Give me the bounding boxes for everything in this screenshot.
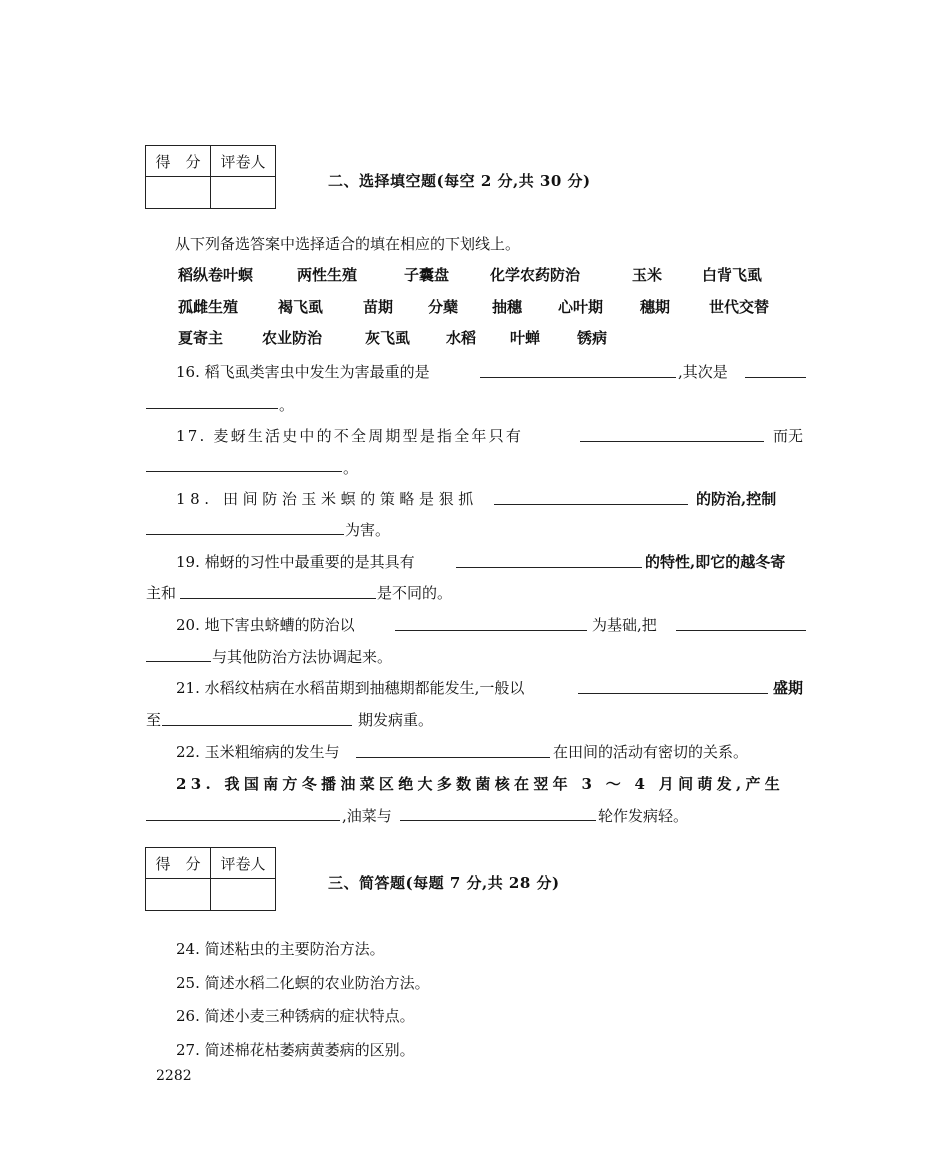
score-header: 得 分 — [146, 848, 211, 879]
page-code: 2282 — [156, 1068, 192, 1084]
q17-blank-1[interactable] — [580, 441, 764, 442]
option: 灰飞虱 — [365, 329, 411, 347]
q16-end: 。 — [279, 396, 295, 414]
section3-title: 三、简答题(每题 7 分,共 28 分) — [328, 874, 560, 892]
option: 夏寄主 — [178, 329, 224, 347]
option: 两性生殖 — [297, 266, 358, 284]
grader-cell — [211, 879, 276, 911]
score-table-section3 — [145, 847, 276, 911]
grader-header: 评卷人 — [211, 848, 276, 879]
q21-end: 期发病重。 — [358, 711, 434, 729]
option: 锈病 — [577, 329, 608, 347]
q19-blank-2[interactable] — [180, 598, 376, 599]
q19-text-c: 主和 — [146, 584, 177, 602]
question-25: 25. 简述水稻二化螟的农业防治方法。 — [176, 974, 430, 992]
q17-blank-2[interactable] — [146, 471, 342, 472]
q18-blank-2[interactable] — [146, 534, 344, 535]
q23-blank-1[interactable] — [146, 820, 340, 821]
option: 稻纵卷叶螟 — [178, 266, 254, 284]
q21-text: 21. 水稻纹枯病在水稻苗期到抽穗期都能发生,一般以 — [176, 679, 525, 697]
q21-blank-1[interactable] — [578, 693, 768, 694]
grader-header: 评卷人 — [211, 146, 276, 177]
q19-end: 是不同的。 — [377, 584, 453, 602]
option: 抽穗 — [492, 298, 523, 316]
q16-blank-2[interactable] — [745, 377, 806, 378]
q19-blank-1[interactable] — [456, 567, 642, 568]
score-header: 得 分 — [146, 146, 211, 177]
q23-text-b: ,油菜与 — [342, 807, 392, 825]
q16-text-b: ,其次是 — [678, 363, 728, 381]
score-table-section2 — [145, 145, 276, 209]
option: 白背飞虱 — [702, 266, 763, 284]
q21-text-c: 至 — [146, 711, 162, 729]
question-27: 27. 简述棉花枯萎病黄萎病的区别。 — [176, 1041, 415, 1059]
option: 叶蝉 — [510, 329, 541, 347]
q18-blank-1[interactable] — [494, 504, 688, 505]
option: 孤雌生殖 — [178, 298, 239, 316]
q21-text-b: 盛期 — [773, 679, 804, 697]
option: 世代交替 — [709, 298, 770, 316]
q16-text: 16. 稻飞虱类害虫中发生为害最重的是 — [176, 363, 430, 381]
option: 农业防治 — [262, 329, 323, 347]
q18-end: 为害。 — [345, 521, 391, 539]
option: 水稻 — [446, 329, 477, 347]
q22-end: 在田间的活动有密切的关系。 — [553, 743, 749, 761]
q17-text: 17. 麦蚜生活史中的不全周期型是指全年只有 — [176, 427, 524, 445]
option: 褐飞虱 — [278, 298, 324, 316]
q23-end: 轮作发病轻。 — [598, 807, 689, 825]
q21-blank-2[interactable] — [162, 725, 352, 726]
q17-text-b: 而无 — [773, 427, 804, 445]
section2-title: 二、选择填空题(每空 2 分,共 30 分) — [328, 172, 591, 190]
q23-text: 23. 我国南方冬播油菜区绝大多数菌核在翌年 3 ～ 4 月间萌发,产生 — [176, 775, 785, 793]
question-26: 26. 简述小麦三种锈病的症状特点。 — [176, 1007, 415, 1025]
option: 心叶期 — [558, 298, 604, 316]
q20-blank-1[interactable] — [395, 630, 587, 631]
q22-text: 22. 玉米粗缩病的发生与 — [176, 743, 340, 761]
q20-blank-2-cont[interactable] — [146, 661, 211, 662]
grader-cell — [211, 177, 276, 209]
option: 穗期 — [640, 298, 671, 316]
option: 化学农药防治 — [490, 266, 581, 284]
score-cell — [146, 177, 211, 209]
score-cell — [146, 879, 211, 911]
q19-text-b: 的特性,即它的越冬寄 — [645, 553, 786, 571]
q18-text-b: 的防治,控制 — [696, 490, 777, 508]
q23-blank-2[interactable] — [400, 820, 596, 821]
option: 子囊盘 — [404, 266, 450, 284]
q20-blank-2[interactable] — [676, 630, 806, 631]
q18-text: 18. 田间防治玉米螟的策略是狠抓 — [176, 490, 478, 508]
q16-blank-1[interactable] — [480, 377, 676, 378]
option: 苗期 — [363, 298, 394, 316]
q19-text: 19. 棉蚜的习性中最重要的是其具有 — [176, 553, 415, 571]
option: 分蘖 — [428, 298, 459, 316]
q22-blank-1[interactable] — [356, 757, 550, 758]
q16-blank-2-cont[interactable] — [146, 408, 278, 409]
option: 玉米 — [632, 266, 663, 284]
q20-text: 20. 地下害虫蛴螬的防治以 — [176, 616, 355, 634]
q17-end: 。 — [343, 459, 359, 477]
question-24: 24. 简述粘虫的主要防治方法。 — [176, 940, 385, 958]
q20-text-b: 为基础,把 — [592, 616, 657, 634]
q20-end: 与其他防治方法协调起来。 — [212, 648, 393, 666]
section2-instruction: 从下列备选答案中选择适合的填在相应的下划线上。 — [175, 235, 521, 253]
